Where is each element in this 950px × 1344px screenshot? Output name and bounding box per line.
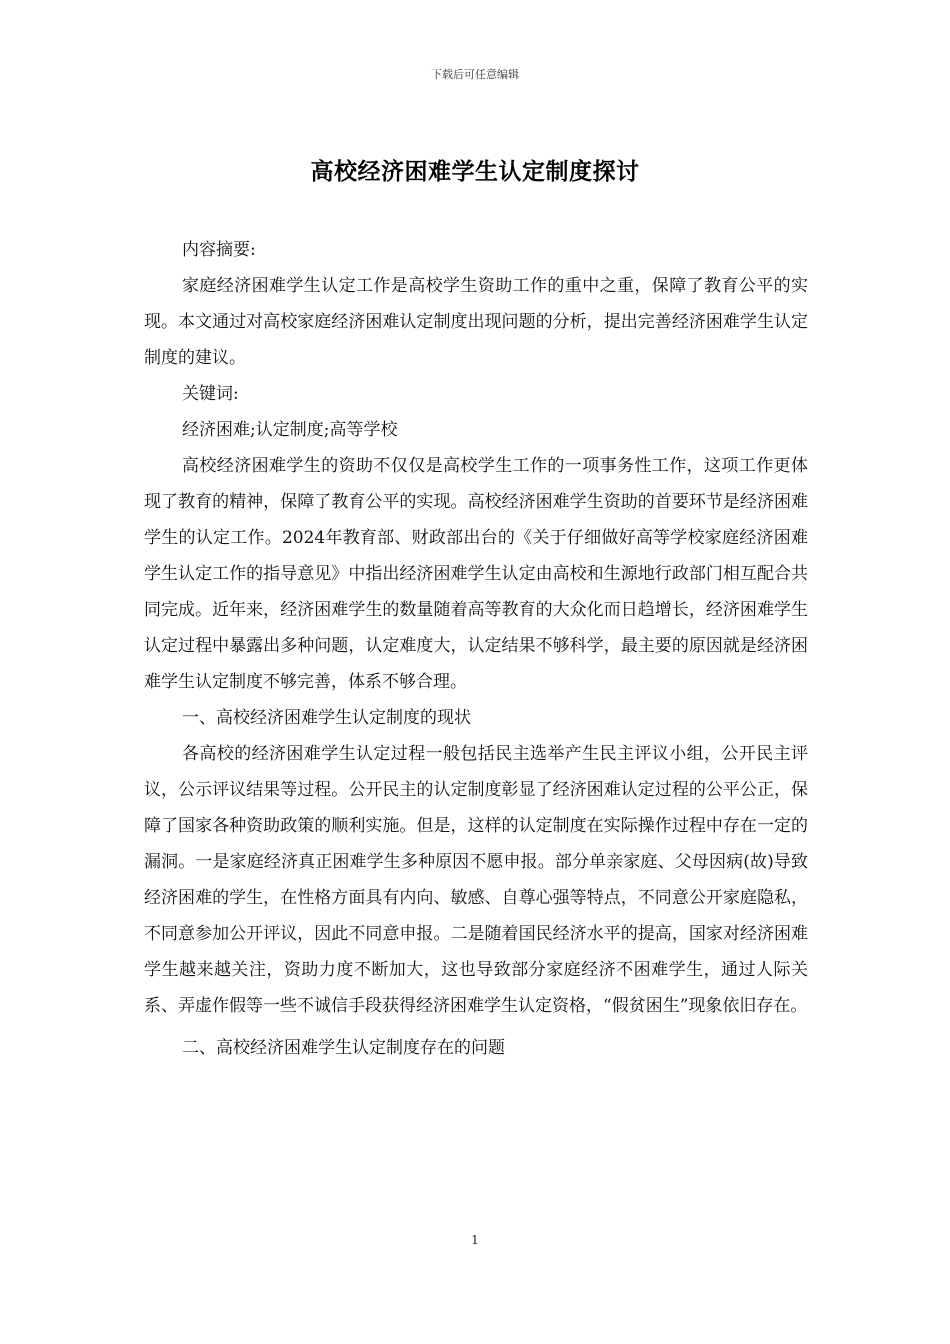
document-title: 高校经济困难学生认定制度探讨 xyxy=(310,159,640,185)
document-body xyxy=(144,232,808,1066)
page-number: 1 xyxy=(471,1233,479,1247)
section1-heading: 一、高校经济困难学生认定制度的现状 xyxy=(182,708,471,728)
header-note: 下载后可任意编辑 xyxy=(431,68,519,81)
intro-paragraph: 高校经济困难学生的资助不仅仅是高校学生工作的一项事务性工作，这项工作更体现了教育的精神，保障了教育公平的实现。高校经济困难学生资助的首要环节是经济困难学生的认定工作。2024年教育部、财政部出台的《关于仔细做好高等学校家庭经济困难学生认定工作的指导意见》中指出经济困难学生认定由高校和生源地行政部门相互配合共同完成。近年来，经济困难学生的数量随着高等教育的大众化而日趋增长，经济困难学生认定过程中暴露出多种问题，认定难度大，认定结果不够科学，最主要的原因就是经济困难学生认定制度不够完善，体系不够合理。 xyxy=(144,456,808,692)
abstract-text: 家庭经济困难学生认定工作是高校学生资助工作的重中之重，保障了教育公平的实现。本文通过对高校家庭经济困难认定制度出现问题的分析，提出完善经济困难学生认定制度的建议。 xyxy=(144,276,808,368)
keywords-label: 关键词: xyxy=(182,384,239,404)
keywords-text: 经济困难;认定制度;高等学校 xyxy=(182,420,398,440)
abstract-label: 内容摘要: xyxy=(182,240,256,260)
section2-heading: 二、高校经济困难学生认定制度存在的问题 xyxy=(182,1038,505,1058)
section1-paragraph: 各高校的经济困难学生认定过程一般包括民主选举产生民主评议小组，公开民主评议，公示评议结果等过程。公开民主的认定制度彰显了经济困难认定过程的公平公正，保障了国家各种资助政策的顺利实施。但是，这样的认定制度在实际操作过程中存在一定的漏洞。一是家庭经济真正困难学生多种原因不愿申报。部分单亲家庭、父母因病(故)导致经济困难的学生，在性格方面具有内向、敏感、自尊心强等特点，不同意公开家庭隐私，不同意参加公开评议，因此不同意申报。二是随着国民经济水平的提高，国家对经济困难学生越来越关注，资助力度不断加大，这也导致部分家庭经济不困难学生，通过人际关系、弄虚作假等一些不诚信手段获得经济困难学生认定资格，“假贫困生”现象依旧存在。 xyxy=(144,744,808,1016)
